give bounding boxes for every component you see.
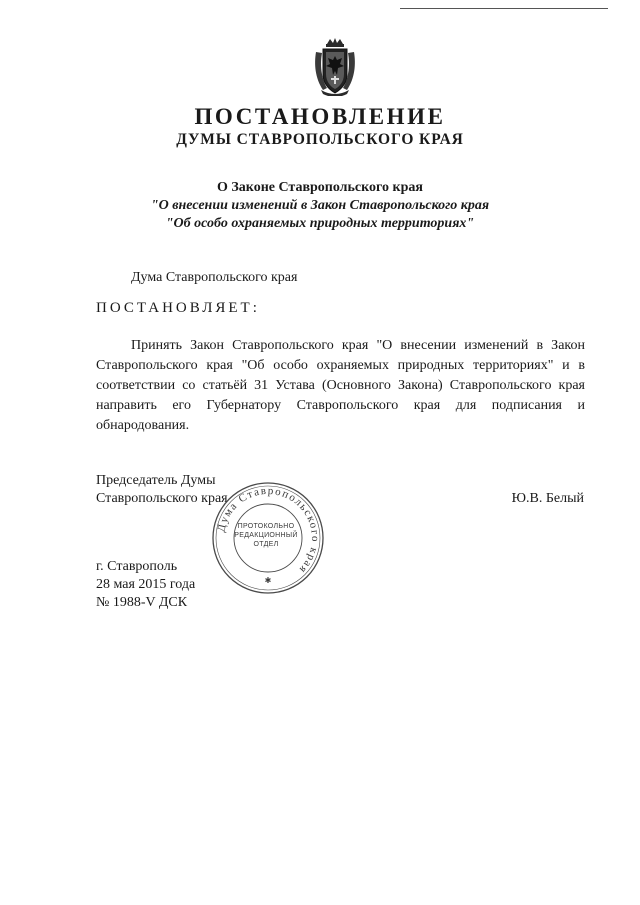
stamp-center-line-3: ОТДЕЛ — [253, 541, 279, 548]
top-edge-line — [400, 8, 608, 9]
signatory-title-line-2: Ставропольского края — [96, 491, 228, 506]
issue-city: г. Ставрополь — [96, 559, 178, 574]
document-number: № 1988-V ДСК — [96, 595, 188, 610]
svg-text:✱: ✱ — [264, 576, 272, 585]
preamble: Дума Ставропольского края — [131, 270, 298, 285]
coat-of-arms-icon — [313, 38, 357, 96]
stamp-center-text — [233, 522, 299, 549]
svg-text:Дума Ставропольского края: Дума Ставропольского края — [215, 484, 322, 577]
signatory-name: Ю.В. Белый — [511, 491, 584, 506]
resolves-heading: ПОСТАНОВЛЯЕТ: — [96, 300, 260, 316]
subject-line-1: О Законе Ставропольского края — [217, 180, 423, 195]
resolution-body: Принять Закон Ставропольского края "О внесении изменений в Закон Ставропольского края "Об особо охраняемых природных территориях" и в соответствии со статьёй 31 Устава (Основного Закона) Ставропольского края направить его Губернатору Ставропольского края для подписания и обнародования. — [96, 338, 585, 433]
stamp-center-line-1: ПРОТОКОЛЬНО — [237, 523, 295, 530]
subject-line-2: "О внесении изменений в Закон Ставропольского края — [150, 198, 490, 213]
subject-line-3: "Об особо охраняемых природных территориях" — [165, 216, 475, 231]
stamp-center-line-2: РЕДАКЦИОННЫЙ — [234, 532, 298, 539]
issue-date: 28 мая 2015 года — [96, 577, 196, 592]
signatory-title-line-1: Председатель Думы — [96, 473, 216, 488]
document-subtitle: ДУМЫ СТАВРОПОЛЬСКОГО КРАЯ — [176, 131, 464, 148]
document-title: ПОСТАНОВЛЕНИЕ — [194, 104, 446, 129]
